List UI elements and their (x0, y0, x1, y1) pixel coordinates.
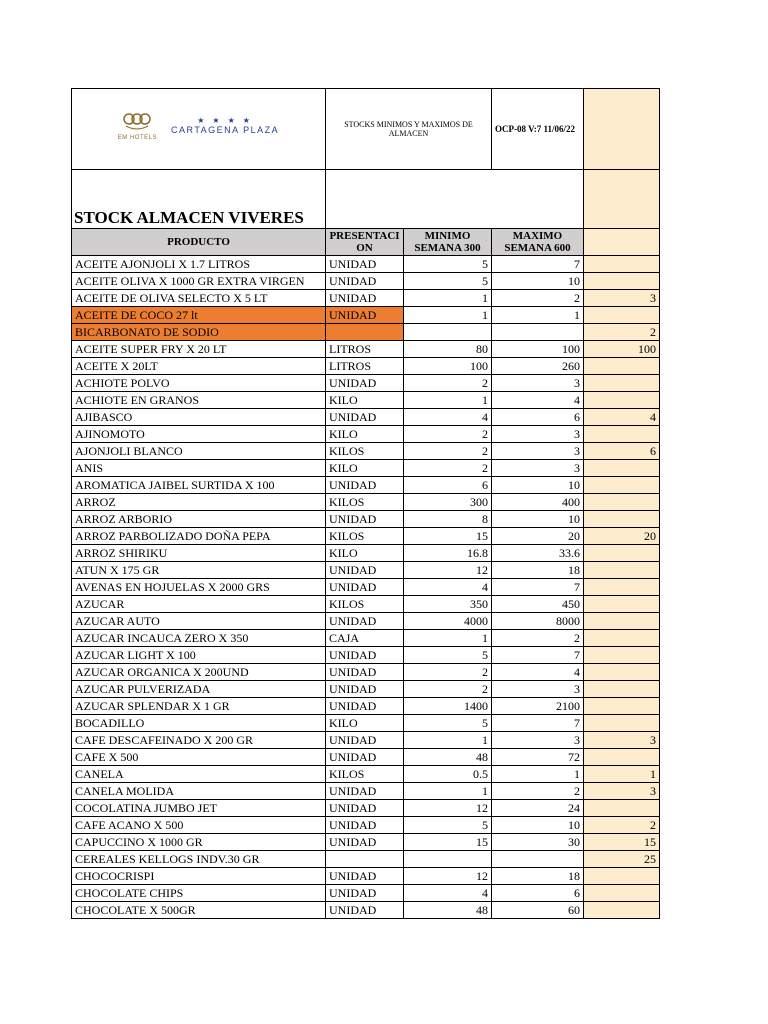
cell-maximo: 10 (492, 511, 584, 528)
column-header-extra (584, 229, 660, 256)
cell-extra (584, 647, 660, 664)
cell-presentacion: UNIDAD (326, 307, 404, 324)
cartagena-plaza-subtext (225, 136, 226, 141)
cell-producto: ARROZ SHIRIKU (72, 545, 326, 562)
cell-extra (584, 477, 660, 494)
table-row (72, 256, 660, 273)
cell-presentacion: KILO (326, 715, 404, 732)
cell-maximo: 24 (492, 800, 584, 817)
cell-extra (584, 715, 660, 732)
cell-maximo: 3 (492, 732, 584, 749)
cell-presentacion: KILO (326, 460, 404, 477)
cell-presentacion: UNIDAD (326, 375, 404, 392)
cell-producto: CAFE DESCAFEINADO X 200 GR (72, 732, 326, 749)
cell-producto: CAPUCCINO X 1000 GR (72, 834, 326, 851)
cell-extra: 3 (584, 783, 660, 800)
cell-presentacion: UNIDAD (326, 681, 404, 698)
cell-extra: 20 (584, 528, 660, 545)
table-row (72, 647, 660, 664)
table-row (72, 715, 660, 732)
cell-producto: ACEITE AJONJOLI X 1.7 LITROS (72, 256, 326, 273)
cell-producto: ANIS (72, 460, 326, 477)
cell-extra (584, 307, 660, 324)
table-row (72, 868, 660, 885)
cell-extra (584, 494, 660, 511)
table-row (72, 885, 660, 902)
cell-maximo: 3 (492, 460, 584, 477)
table-row (72, 273, 660, 290)
cell-presentacion: LITROS (326, 358, 404, 375)
cell-minimo: 0.5 (404, 766, 492, 783)
cell-producto: AZUCAR (72, 596, 326, 613)
cell-extra (584, 562, 660, 579)
cell-minimo: 4000 (404, 613, 492, 630)
cell-maximo: 72 (492, 749, 584, 766)
cell-minimo: 6 (404, 477, 492, 494)
cell-extra (584, 579, 660, 596)
cell-extra (584, 800, 660, 817)
cell-maximo: 20 (492, 528, 584, 545)
table-row (72, 324, 660, 341)
table-row (72, 817, 660, 834)
table-row (72, 851, 660, 868)
cell-minimo: 80 (404, 341, 492, 358)
cell-minimo: 1 (404, 307, 492, 324)
cell-producto: COCOLATINA JUMBO JET (72, 800, 326, 817)
cell-presentacion: KILOS (326, 766, 404, 783)
cell-minimo: 8 (404, 511, 492, 528)
cell-maximo: 100 (492, 341, 584, 358)
cell-extra (584, 426, 660, 443)
cell-producto: ARROZ (72, 494, 326, 511)
document-title: STOCKS MINIMOS Y MAXIMOS DE ALMACEN (326, 89, 492, 170)
table-row (72, 341, 660, 358)
cell-extra (584, 596, 660, 613)
cell-extra: 4 (584, 409, 660, 426)
cell-extra (584, 681, 660, 698)
logo-cell (72, 89, 326, 170)
table-row (72, 477, 660, 494)
cell-producto: BICARBONATO DE SODIO (72, 324, 326, 341)
cell-presentacion: KILO (326, 545, 404, 562)
cell-maximo: 10 (492, 273, 584, 290)
cell-minimo: 2 (404, 375, 492, 392)
cell-maximo: 2 (492, 630, 584, 647)
cell-presentacion: UNIDAD (326, 256, 404, 273)
cell-minimo: 2 (404, 681, 492, 698)
extra-cell (584, 89, 660, 170)
table-row (72, 902, 660, 919)
cell-maximo: 3 (492, 681, 584, 698)
cell-extra: 25 (584, 851, 660, 868)
table-row (72, 460, 660, 477)
extra-cell (584, 170, 660, 229)
table-row (72, 562, 660, 579)
cell-minimo: 5 (404, 715, 492, 732)
cell-producto: ATUN X 175 GR (72, 562, 326, 579)
cell-maximo: 33.6 (492, 545, 584, 562)
cell-maximo: 1 (492, 307, 584, 324)
table-row (72, 290, 660, 307)
table-row (72, 749, 660, 766)
em-hotels-text: EM HOTELS (117, 135, 157, 141)
cell-producto: ACEITE DE COCO 27 lt (72, 307, 326, 324)
cell-minimo: 2 (404, 443, 492, 460)
table-row (72, 545, 660, 562)
cell-minimo: 48 (404, 749, 492, 766)
stock-table (71, 88, 660, 919)
table-row (72, 630, 660, 647)
cell-maximo (492, 324, 584, 341)
cell-extra: 15 (584, 834, 660, 851)
cell-producto: ACEITE OLIVA X 1000 GR EXTRA VIRGEN (72, 273, 326, 290)
table-row (72, 579, 660, 596)
cell-producto: AZUCAR PULVERIZADA (72, 681, 326, 698)
column-header-row (72, 229, 660, 256)
cell-extra (584, 392, 660, 409)
cell-extra (584, 256, 660, 273)
cell-minimo: 1 (404, 392, 492, 409)
cell-minimo: 15 (404, 834, 492, 851)
cell-maximo: 260 (492, 358, 584, 375)
cell-minimo: 350 (404, 596, 492, 613)
cell-minimo: 12 (404, 562, 492, 579)
cell-extra (584, 358, 660, 375)
cell-maximo: 4 (492, 392, 584, 409)
table-row (72, 494, 660, 511)
cell-presentacion: UNIDAD (326, 664, 404, 681)
column-header-minimo: MINIMO SEMANA 300 (404, 229, 492, 256)
cell-producto: CEREALES KELLOGS INDV.30 GR (72, 851, 326, 868)
cell-extra (584, 511, 660, 528)
table-row (72, 528, 660, 545)
cell-extra (584, 868, 660, 885)
cell-extra: 6 (584, 443, 660, 460)
cell-presentacion: UNIDAD (326, 273, 404, 290)
cell-extra (584, 375, 660, 392)
cell-extra (584, 545, 660, 562)
cell-maximo: 2 (492, 783, 584, 800)
cell-producto: CAFE X 500 (72, 749, 326, 766)
cell-minimo (404, 851, 492, 868)
table-row (72, 409, 660, 426)
cell-extra: 100 (584, 341, 660, 358)
cell-producto: ACEITE DE OLIVA SELECTO X 5 LT (72, 290, 326, 307)
column-header-maximo: MAXIMO SEMANA 600 (492, 229, 584, 256)
title-blank-cell (326, 170, 584, 229)
cell-extra: 2 (584, 324, 660, 341)
cell-maximo: 10 (492, 817, 584, 834)
cell-producto: AZUCAR ORGANICA X 200UND (72, 664, 326, 681)
cell-minimo: 5 (404, 256, 492, 273)
cell-presentacion (326, 851, 404, 868)
table-row (72, 596, 660, 613)
cell-maximo: 1 (492, 766, 584, 783)
cell-presentacion: KILOS (326, 494, 404, 511)
cell-minimo: 4 (404, 409, 492, 426)
cell-producto: CANELA (72, 766, 326, 783)
cell-extra (584, 664, 660, 681)
table-row (72, 613, 660, 630)
stock-sheet (71, 88, 660, 919)
cell-presentacion: KILOS (326, 443, 404, 460)
stars-icon: ★ ★ ★ ★ (197, 116, 253, 125)
cell-minimo: 100 (404, 358, 492, 375)
cell-maximo: 450 (492, 596, 584, 613)
cell-maximo: 18 (492, 868, 584, 885)
table-row (72, 681, 660, 698)
cell-producto: BOCADILLO (72, 715, 326, 732)
cell-producto: AJINOMOTO (72, 426, 326, 443)
cell-minimo: 4 (404, 579, 492, 596)
cell-minimo: 2 (404, 664, 492, 681)
cell-producto: CAFE ACANO X 500 (72, 817, 326, 834)
cell-minimo: 12 (404, 800, 492, 817)
cell-minimo: 300 (404, 494, 492, 511)
em-hotels-logo (118, 112, 157, 146)
cell-producto: AJONJOLI BLANCO (72, 443, 326, 460)
cell-presentacion: KILOS (326, 528, 404, 545)
cell-presentacion: LITROS (326, 341, 404, 358)
cell-maximo: 8000 (492, 613, 584, 630)
em-hotels-emblem-icon (120, 112, 154, 130)
cell-minimo: 1 (404, 732, 492, 749)
cell-extra: 3 (584, 732, 660, 749)
cell-maximo: 2100 (492, 698, 584, 715)
cell-maximo: 400 (492, 494, 584, 511)
cell-presentacion (326, 324, 404, 341)
cartagena-plaza-name: CARTAGENA PLAZA (170, 125, 280, 135)
cell-presentacion: UNIDAD (326, 868, 404, 885)
cell-producto: AZUCAR INCAUCA ZERO X 350 (72, 630, 326, 647)
cell-extra (584, 630, 660, 647)
table-row (72, 511, 660, 528)
cell-extra: 2 (584, 817, 660, 834)
cell-presentacion: CAJA (326, 630, 404, 647)
cell-extra (584, 749, 660, 766)
table-row (72, 834, 660, 851)
cell-maximo: 7 (492, 579, 584, 596)
table-row (72, 664, 660, 681)
cell-maximo: 3 (492, 375, 584, 392)
cell-presentacion: UNIDAD (326, 800, 404, 817)
cell-minimo (404, 324, 492, 341)
cell-maximo: 6 (492, 409, 584, 426)
cell-extra (584, 902, 660, 919)
table-row (72, 766, 660, 783)
page-title: STOCK ALMACEN VIVERES (72, 170, 326, 229)
cell-extra (584, 885, 660, 902)
cell-presentacion: UNIDAD (326, 902, 404, 919)
cell-minimo: 15 (404, 528, 492, 545)
document-code: OCP-08 V:7 11/06/22 (492, 89, 584, 170)
cell-minimo: 12 (404, 868, 492, 885)
cell-producto: AZUCAR SPLENDAR X 1 GR (72, 698, 326, 715)
cell-producto: ACHIOTE EN GRANOS (72, 392, 326, 409)
table-row (72, 732, 660, 749)
cell-minimo: 1 (404, 630, 492, 647)
cell-minimo: 4 (404, 885, 492, 902)
cell-extra: 3 (584, 290, 660, 307)
cell-producto: AJIBASCO (72, 409, 326, 426)
cell-maximo: 4 (492, 664, 584, 681)
cell-minimo: 48 (404, 902, 492, 919)
cell-producto: ACHIOTE POLVO (72, 375, 326, 392)
table-row (72, 375, 660, 392)
cell-producto: CHOCOCRISPI (72, 868, 326, 885)
table-row (72, 307, 660, 324)
cell-minimo: 1400 (404, 698, 492, 715)
cell-maximo: 6 (492, 885, 584, 902)
cell-maximo: 7 (492, 715, 584, 732)
document-header-row (72, 89, 660, 170)
cell-presentacion: UNIDAD (326, 579, 404, 596)
cell-presentacion: KILO (326, 392, 404, 409)
cell-maximo: 2 (492, 290, 584, 307)
cartagena-plaza-logo (171, 117, 279, 141)
cell-producto: CANELA MOLIDA (72, 783, 326, 800)
cell-extra (584, 698, 660, 715)
cell-presentacion: KILO (326, 426, 404, 443)
table-row (72, 358, 660, 375)
cell-minimo: 5 (404, 647, 492, 664)
cell-producto: AZUCAR LIGHT X 100 (72, 647, 326, 664)
cell-presentacion: UNIDAD (326, 511, 404, 528)
cell-maximo: 7 (492, 647, 584, 664)
cell-producto: ARROZ ARBORIO (72, 511, 326, 528)
cell-minimo: 1 (404, 290, 492, 307)
cell-minimo: 2 (404, 426, 492, 443)
cell-producto: ACEITE SUPER FRY X 20 LT (72, 341, 326, 358)
cell-presentacion: KILOS (326, 596, 404, 613)
cell-extra (584, 273, 660, 290)
cell-presentacion: UNIDAD (326, 562, 404, 579)
cell-presentacion: UNIDAD (326, 817, 404, 834)
cell-presentacion: UNIDAD (326, 732, 404, 749)
cell-presentacion: UNIDAD (326, 647, 404, 664)
cell-extra (584, 613, 660, 630)
cell-presentacion: UNIDAD (326, 783, 404, 800)
cell-presentacion: UNIDAD (326, 613, 404, 630)
cell-maximo (492, 851, 584, 868)
cell-maximo: 7 (492, 256, 584, 273)
cell-maximo: 18 (492, 562, 584, 579)
cell-minimo: 5 (404, 273, 492, 290)
cell-maximo: 10 (492, 477, 584, 494)
cell-producto: AROMATICA JAIBEL SURTIDA X 100 (72, 477, 326, 494)
cell-minimo: 5 (404, 817, 492, 834)
cell-presentacion: UNIDAD (326, 409, 404, 426)
table-row (72, 800, 660, 817)
cell-presentacion: UNIDAD (326, 477, 404, 494)
cell-extra (584, 460, 660, 477)
cell-presentacion: UNIDAD (326, 698, 404, 715)
cell-maximo: 60 (492, 902, 584, 919)
cell-producto: ARROZ PARBOLIZADO DOÑA PEPA (72, 528, 326, 545)
cell-producto: ACEITE X 20LT (72, 358, 326, 375)
table-row (72, 426, 660, 443)
cell-producto: CHOCOLATE CHIPS (72, 885, 326, 902)
cell-producto: AZUCAR AUTO (72, 613, 326, 630)
cell-maximo: 3 (492, 443, 584, 460)
cell-presentacion: UNIDAD (326, 749, 404, 766)
cell-minimo: 16.8 (404, 545, 492, 562)
cell-producto: CHOCOLATE X 500GR (72, 902, 326, 919)
cell-presentacion: UNIDAD (326, 885, 404, 902)
cell-presentacion: UNIDAD (326, 290, 404, 307)
column-header-presentacion: PRESENTACI ON (326, 229, 404, 256)
column-header-producto: PRODUCTO (72, 229, 326, 256)
cell-minimo: 2 (404, 460, 492, 477)
cell-extra: 1 (584, 766, 660, 783)
table-row (72, 392, 660, 409)
cell-maximo: 3 (492, 426, 584, 443)
table-row (72, 783, 660, 800)
table-row (72, 698, 660, 715)
cell-producto: AVENAS EN HOJUELAS X 2000 GRS (72, 579, 326, 596)
cell-presentacion: UNIDAD (326, 834, 404, 851)
cell-minimo: 1 (404, 783, 492, 800)
title-row (72, 170, 660, 229)
cell-maximo: 30 (492, 834, 584, 851)
table-row (72, 443, 660, 460)
